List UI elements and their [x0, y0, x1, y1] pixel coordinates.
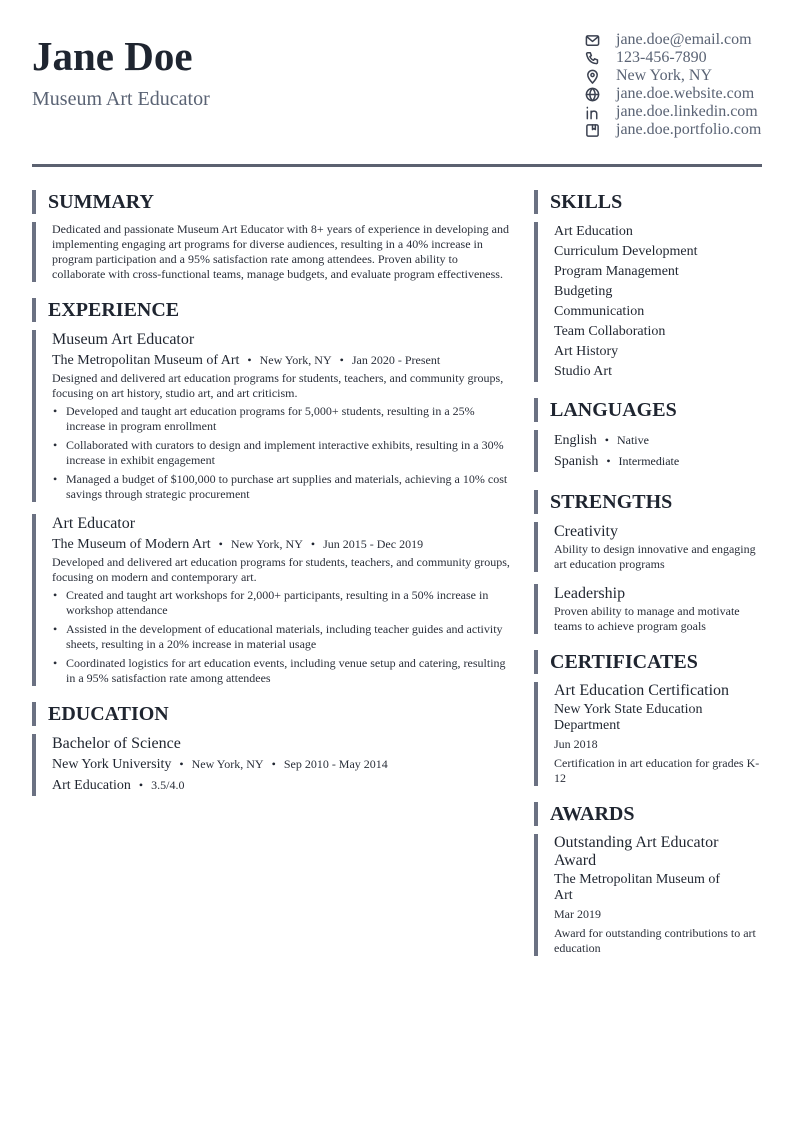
job-bullet: • Assisted in the development of educational materials, including teacher guides and activity sheets, resulting in a 20% increase in material usage	[66, 622, 512, 652]
education-heading: EDUCATION	[32, 702, 512, 726]
award-item	[534, 834, 762, 956]
job-bullet: • Created and taught art workshops for 2,000+ participants, resulting in a 50% increase in workshop attendance	[66, 588, 512, 618]
job-bullets	[52, 588, 512, 686]
skill-item: Communication	[554, 304, 645, 319]
contact-phone[interactable]	[583, 49, 762, 67]
job-title: Museum Art Educator	[52, 331, 195, 348]
education-degree: Bachelor of Science	[52, 735, 181, 752]
certificate-item	[534, 682, 762, 786]
contact-email-text: jane.doe@email.com	[616, 31, 752, 48]
contact-linkedin[interactable]	[583, 103, 762, 121]
language-level: Native	[616, 433, 649, 447]
strength-item	[534, 522, 762, 572]
education-meta: New York University • New York, NY • Sep 2010 - May 2014	[52, 757, 388, 772]
skills-heading: SKILLS	[534, 190, 762, 214]
strength-item	[534, 584, 762, 634]
education-block	[32, 734, 512, 796]
languages-heading: LANGUAGES	[534, 398, 762, 422]
skill-item: Program Management	[554, 264, 679, 279]
language-item: Spanish • Intermediate	[554, 454, 680, 469]
job-description: Designed and delivered art education programs for students, teachers, and community groups, focusing on art history, studio art, and art criticism.	[52, 371, 504, 400]
award-title: Outstanding Art Educator Award	[554, 834, 719, 869]
email-icon	[583, 31, 601, 49]
job-title: Art Educator	[52, 515, 136, 532]
strengths-heading: STRENGTHS	[534, 490, 762, 514]
header-divider	[32, 164, 762, 167]
experience-item	[32, 514, 512, 686]
right-column	[534, 190, 762, 956]
summary-text: Dedicated and passionate Museum Art Educator with 8+ years of experience in developing and implementing engaging art programs for diverse audiences, resulting in a 40% increase in program participation and a 95% satisfaction rate among attendees. Proven ability to collaborate with cross-functional teams, manage budgets, and evaluate program effectiveness.	[52, 222, 509, 281]
award-date: Mar 2019	[554, 907, 601, 921]
job-meta: The Metropolitan Museum of Art • New York, NY • Jan 2020 - Present	[52, 353, 441, 368]
contact-location-text: New York, NY	[616, 67, 713, 84]
contact-location	[583, 67, 762, 85]
experience-heading: EXPERIENCE	[32, 298, 512, 322]
summary-block	[32, 222, 512, 282]
linkedin-icon	[583, 103, 601, 121]
skill-item: Studio Art	[554, 364, 612, 379]
language-level: Intermediate	[618, 454, 680, 468]
skill-item: Team Collaboration	[554, 324, 666, 339]
job-dates: Jan 2020 - Present	[351, 353, 441, 367]
job-org: The Metropolitan Museum of Art	[52, 353, 240, 368]
education-school: New York University	[52, 757, 172, 772]
strength-title: Leadership	[554, 585, 626, 602]
education-dates: Sep 2010 - May 2014	[283, 757, 388, 771]
candidate-title: Museum Art Educator	[32, 88, 210, 110]
summary-heading: SUMMARY	[32, 190, 512, 214]
certificate-title: Art Education Certification	[554, 682, 730, 699]
skill-item: Curriculum Development	[554, 244, 698, 259]
job-description: Developed and delivered art education programs for students, teachers, and community groups, focusing on modern and contemporary art.	[52, 555, 510, 584]
strength-text: Ability to design innovative and engaging art education programs	[554, 542, 756, 571]
contact-portfolio-text: jane.doe.portfolio.com	[616, 121, 762, 138]
experience-item	[32, 330, 512, 502]
job-org: The Museum of Modern Art	[52, 537, 211, 552]
job-bullet: • Developed and taught art education programs for 5,000+ students, resulting in a 25% increase in program enrollment	[66, 404, 512, 434]
job-bullet: • Coordinated logistics for art education events, including venue setup and catering, resulting in a 95% satisfaction rate among attendees	[66, 656, 512, 686]
contact-website-text: jane.doe.website.com	[616, 85, 755, 102]
globe-icon	[583, 85, 601, 103]
education-location: New York, NY	[191, 757, 264, 771]
contact-phone-text: 123-456-7890	[616, 49, 707, 66]
portfolio-icon	[583, 121, 601, 139]
left-column	[32, 190, 512, 796]
certificate-org: New York State Education Department	[554, 702, 703, 733]
contact-list	[583, 31, 762, 139]
award-text: Award for outstanding contributions to art education	[554, 926, 756, 955]
skills-block	[534, 222, 762, 382]
contact-website[interactable]	[583, 85, 762, 103]
job-bullet: • Managed a budget of $100,000 to purchase art supplies and materials, achieving a 10% cost savings through strategic procurement	[66, 472, 512, 502]
job-bullet: • Collaborated with curators to design and implement interactive exhibits, resulting in a 30% increase in exhibit engagement	[66, 438, 512, 468]
skill-item: Art Education	[554, 224, 633, 239]
skill-item: Budgeting	[554, 284, 613, 299]
strength-title: Creativity	[554, 523, 618, 540]
education-gpa: 3.5/4.0	[151, 778, 185, 792]
language-item: English • Native	[554, 433, 649, 448]
job-meta: The Museum of Modern Art • New York, NY • Jun 2015 - Dec 2019	[52, 537, 424, 552]
phone-icon	[583, 49, 601, 67]
job-dates: Jun 2015 - Dec 2019	[323, 537, 424, 551]
education-field-row: Art Education • 3.5/4.0	[52, 778, 185, 793]
contact-linkedin-text: jane.doe.linkedin.com	[616, 103, 758, 120]
language-name: Spanish	[554, 454, 599, 469]
certificate-text: Certification in art education for grades K-12	[554, 756, 760, 785]
job-bullets	[52, 404, 512, 502]
awards-heading: AWARDS	[534, 802, 762, 826]
location-icon	[583, 67, 601, 85]
job-location: New York, NY	[259, 353, 332, 367]
contact-portfolio[interactable]	[583, 121, 762, 139]
education-field: Art Education	[52, 778, 131, 793]
language-name: English	[554, 433, 597, 448]
candidate-name: Jane Doe	[32, 33, 193, 79]
contact-email[interactable]	[583, 31, 762, 49]
strength-text: Proven ability to manage and motivate teams to achieve program goals	[554, 604, 740, 633]
languages-block	[534, 430, 762, 472]
certificates-heading: CERTIFICATES	[534, 650, 762, 674]
skill-item: Art History	[554, 344, 619, 359]
certificate-date: Jun 2018	[554, 737, 598, 751]
award-org: The Metropolitan Museum of Art	[554, 872, 721, 903]
job-location: New York, NY	[230, 537, 303, 551]
